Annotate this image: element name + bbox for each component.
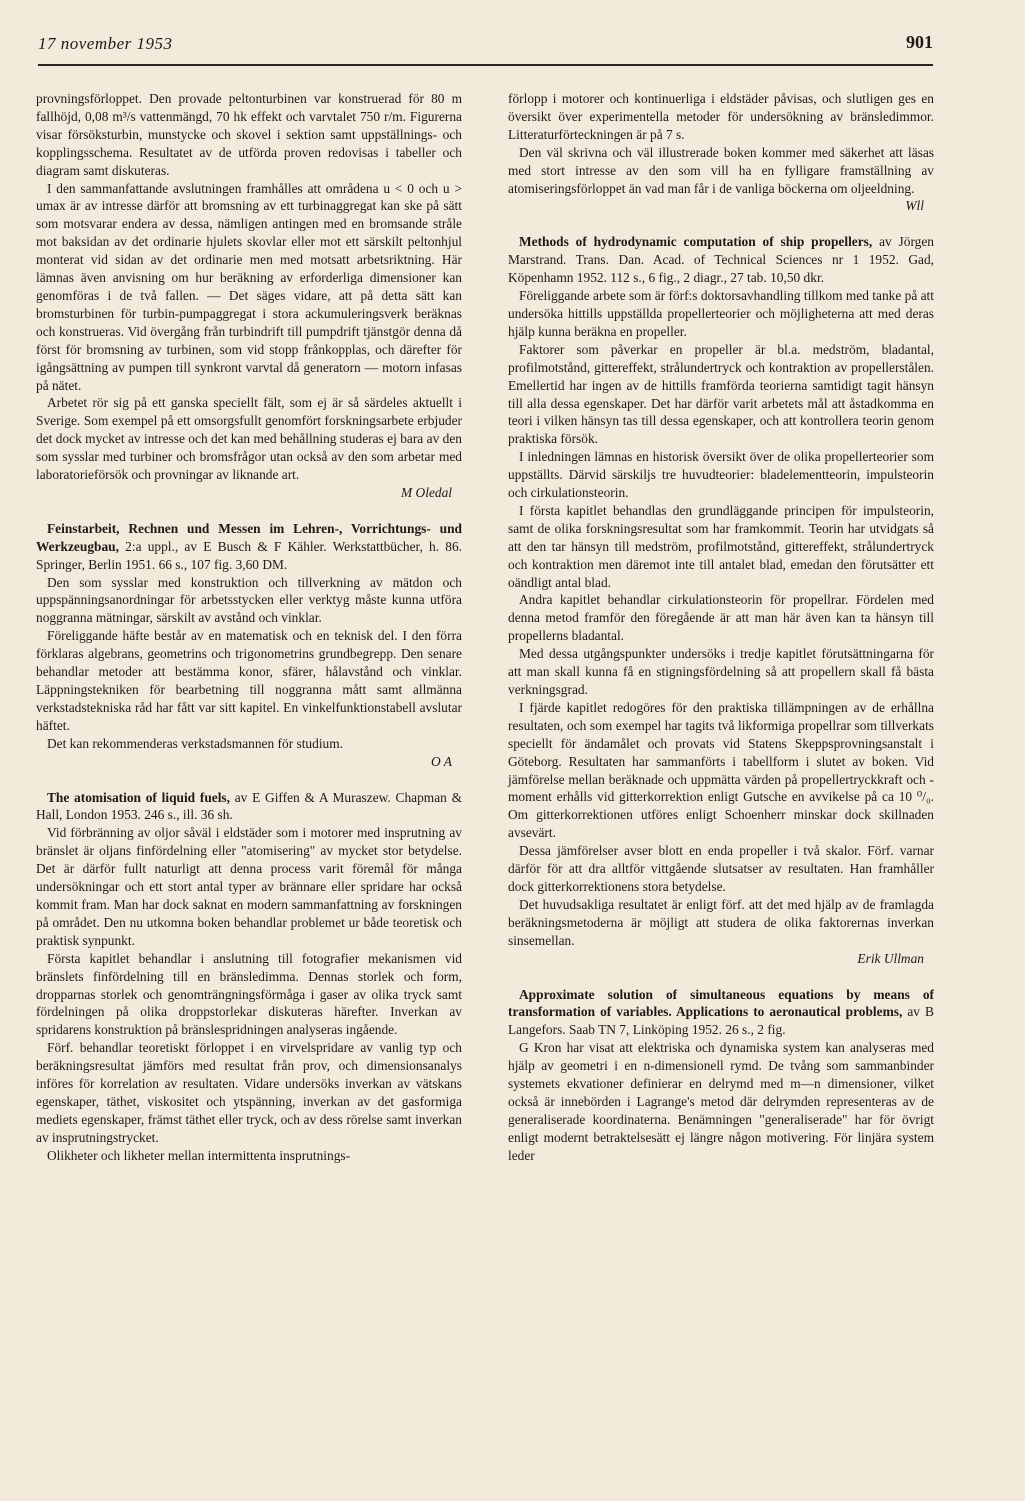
paragraph: Det huvudsakliga resultatet är enligt förf. att det med hjälp av de framlagda beräkningsmetoderna är möjligt att studera de olika faktorernas inverkan sinsemellan. [508, 896, 934, 948]
review-heading [508, 986, 934, 1040]
reviewer-signature: M Oledal [401, 484, 452, 500]
paragraph: Föreliggande arbete som är förf:s doktorsavhandling tillkom med tanke på att undersöka hittills uppställda propellerteorier och möjligheterna att med deras hjälp kunna beräkna en propeller. [508, 288, 934, 339]
paragraph: I fjärde kapitlet redogöres för den praktiska tillämpningen av de erhållna resultaten, och som exempel har tagits två likformiga propellrar som tillverkats speciellt för ändamålet och provats vid Statens Skeppsprovningsanstalt i Göteborg. Resultaten har sammanförts i tabellform i slutet av boken. Vid jämförelse mellan beräknade och uppmätta värden på propellertryckkraft och -moment erhålls vid gitterkorrektion enligt Gutsche en avvikelse på ca 10 ⁰/₀. Om gitterkorrektionen utföres enligt Schoenherr minskar dock skillnaden avsevärt. [508, 699, 934, 841]
page-number: 901 [906, 32, 933, 52]
issue-date: 17 november 1953 [38, 34, 173, 53]
paragraph: Arbetet rör sig på ett ganska speciellt fält, som ej är så särdeles aktuellt i Sverige. Som exempel på ett omsorgsfullt genomfört forskningsarbete erbjuder det dock mycket av intresse och det kan med behållning studeras ej bara av den som sysslar med turbiner och bromsfrågor utan också av den som arbetar med laboratorieförsök och provningar av liknande art. [36, 395, 462, 483]
left-column [36, 90, 462, 1165]
paragraph: Den väl skrivna och väl illustrerade boken kommer med säkerhet att läsas med stort intresse av den som vill ha en fylligare framställning av atomiseringsförloppet än vad man får i de vanliga böckerna om oljeeldning. [508, 144, 934, 196]
running-header [38, 30, 933, 66]
paragraph: G Kron har visat att elektriska och dynamiska system kan analyseras med hjälp av geometri i en n-dimensionell rymd. De tvång som sammanbinder systemets ekvationer definierar en delrymd med m—n dimensioner, vilket också är innebörden i Lagrange's metod där delrymden representeras av de generaliserade koordinaterna. Benämningen "generaliserade" har för övrigt enligt modernt betraktelsesätt ej längre någon motivering. För linjära system leder [508, 1040, 934, 1163]
paragraph: Dessa jämförelser avser blott en enda propeller i två skalor. Förf. varnar därför för att dra alltför vittgående slutsatser av resultaten. Han framhåller dock gitterkorrektionens stora betydelse. [508, 843, 934, 894]
paragraph: I första kapitlet behandlas den grundläggande principen för impulsteorin, samt de olika forskningsresultat som har framkommit. Teorin har utvidgats så att den tar hänsyn till medström, profilmotstånd, gittereffekt, strålundertryck och kontraktion men däremot inte till antalet blad, emedan den förutsätter ett oändligt antal blad. [508, 502, 934, 590]
paragraph: Med dessa utgångspunkter undersöks i tredje kapitlet förutsättningarna för att man skall kunna få en stigningsfördelning så att propellern skall få bästa verkningsgrad. [508, 646, 934, 697]
book-title: The atomisation of liquid fuels, [47, 789, 230, 805]
paragraph: I inledningen lämnas en historisk översikt över de olika propellerteorier som uppställts. Därvid särskiljs tre huvudteorier: bladelementteorin, impulsteorin och cirkulationsteorin. [508, 449, 934, 501]
book-meta: av Jörgen Marstrand. Trans. Dan. Acad. of Technical Sciences nr 1 1952. Gad, Köpenhamn 1952. 112 s., 6 fig., 2 diagr., 27 tab. 10,50 dkr. [508, 234, 934, 286]
paragraph: Olikheter och likheter mellan intermittenta insprutnings- [47, 1147, 351, 1163]
reviewer-signature: O A [431, 753, 452, 769]
paragraph: Faktorer som påverkar en propeller är bl.a. medström, bladantal, profilmotstånd, gittereffekt, strålundertryck och kontraktion av propellerstålen. Emellertid har ingen av de hittills framförda teorierna samtidigt tagit hänsyn till alla dessa egenskaper. Det har därför varit arbetets mål att åstadkomma en teori i vilken hänsyn tas till dessa egenskaper, och att kontrollera teorin genom praktiska försök. [508, 341, 934, 447]
reviewer-signature: Erik Ullman [857, 950, 924, 966]
book-meta: av B Langefors. Saab TN 7, Linköping 1952. 26 s., 2 fig. [508, 1004, 934, 1038]
book-title: Approximate solution of simultaneous equations by means of transformation of variables. Applications to aeronautical problems, [508, 986, 934, 1020]
paragraph: Första kapitlet behandlar i anslutning till fotografier mekanismen vid bränslets finfördelning till en bränsledimma. Dennas storlek och form, dropparnas storlek och genomträngningsförmåga i gaser av olika tryck samt fördelningen på olika droppstorlekar diskuteras härefter. Inverkan av spridarens konstruktion på bränslespridningen analyseras ingående. [36, 950, 462, 1038]
book-meta: av E Giffen & A Muraszew. Chapman & Hall, London 1953. 246 s., ill. 36 sh. [36, 789, 462, 823]
book-title: Methods of hydrodynamic computation of ship propellers, [519, 234, 873, 250]
paragraph: Vid förbränning av oljor såväl i eldstäder som i motorer med insprutning av bränslet är oljans finfördelning eller "atomisering" av mycket stor betydelse. Det är därför fullt naturligt att denna process varit föremål för många undersökningar och ett stort antal typer av brännare eller spridare har också kommit fram. Man har dock saknat en modern sammanfattning av forskningen på området. Den nu utkomna boken behandlar problemet ur både teoretisk och praktisk synpunkt. [36, 825, 462, 948]
review-heading [36, 520, 462, 574]
paragraph: provningsförloppet. Den provade peltonturbinen var konstruerad för 80 m fallhöjd, 0,08 m³/s vattenmängd, 70 hk effekt och varvtalet 750 r/m. Figurerna visar försöksturbin, munstycke och skovel i sektion samt uppställnings- och kopplingsschema. Resultatet av de utförda proven redovisas i tabeller och diagram samt diskuteras. [36, 91, 462, 178]
book-title: Feinstarbeit, Rechnen und Messen im Lehren-, Vorrichtungs- und Werkzeugbau, [36, 520, 462, 554]
review-heading [36, 789, 462, 825]
book-meta: 2:a uppl., av E Busch & F Kähler. Werkstattbücher, h. 86. Springer, Berlin 1951. 66 s., 107 fig. 3,60 DM. [36, 538, 462, 572]
paragraph: Det kan rekommenderas verkstadsmannen för studium. [47, 735, 343, 751]
paragraph: Förf. behandlar teoretiskt förloppet i en virvelspridare av vanlig typ och beräkningsresultat jämförs med resultat från prov, och dimensionsanalys införes för korrelation av resultaten. Vidare undersöks inverkan av vätskans egenskaper, täthet, viskositet och ytspänning, inverkan av det gasformiga mediets egenskaper, främst täthet eller tryck, och av dess rörelse samt inverkan av insprutningstrycket. [36, 1040, 462, 1145]
paragraph: Andra kapitlet behandlar cirkulationsteorin för propellrar. Fördelen med denna metod framför den föregående är att man här även kan ta hänsyn till propellerns bladantal. [508, 592, 934, 644]
paragraph: Den som sysslar med konstruktion och tillverkning av mätdon och uppspänningsanordningar för arbetsstycken eller verktyg måste kunna utföra noggranna mätningar, särskilt av avstånd och vinklar. [36, 574, 462, 626]
paragraph: förlopp i motorer och kontinuerliga i eldstäder påvisas, och slutligen ges en översikt över experimentella metoder för undersökning av bränsledimmor. Litteraturförteckningen är på 7 s. [508, 91, 934, 142]
right-column [508, 90, 934, 1165]
paragraph: Föreliggande häfte består av en matematisk och en teknisk del. I den förra förklaras algebrans, geometrins och trigonometrins grundbegrepp. Den senare behandlar metoder att bestämma konor, sfärer, hålavstånd och vinklar. Läppningstekniken för bearbetning till noggranna mått samt allmänna verkstadstekniska råd har fått var sitt kapitel. En vinkelfunktionstabell avslutar häftet. [36, 628, 462, 733]
paragraph: I den sammanfattande avslutningen framhålles att områdena u < 0 och u > umax är av intresse därför att bromsning av ett turbinaggregat kan ske på sätt som motsvarar endera av dessa, nämligen antingen med en bromsande stråle mot baksidan av det ordinarie hjulets skovlar eller mot ett särskilt peltonhjul monterat vid sidan av det ordinarie men med motsatt arbetsriktning. Här lämnas även anvisning om hur beräkning av erforderliga dimensioner kan genomföras i de två fallen. — Det säges vidare, att på detta sätt kan bromsturbinen för turbin-pumpaggregat i stora ackumuleringsverk beräknas och konstrueras. Vid övergång från turbindrift till pumpdrift tjänstgör denna då först för bromsning av turbinen, som vid stopp frånkopplas, och därefter för igångsättning av pumpen till synkront varvtal då generatorn — motorn infasas på nätet. [36, 180, 462, 393]
review-heading [508, 233, 934, 287]
reviewer-signature: Wll [905, 198, 924, 214]
